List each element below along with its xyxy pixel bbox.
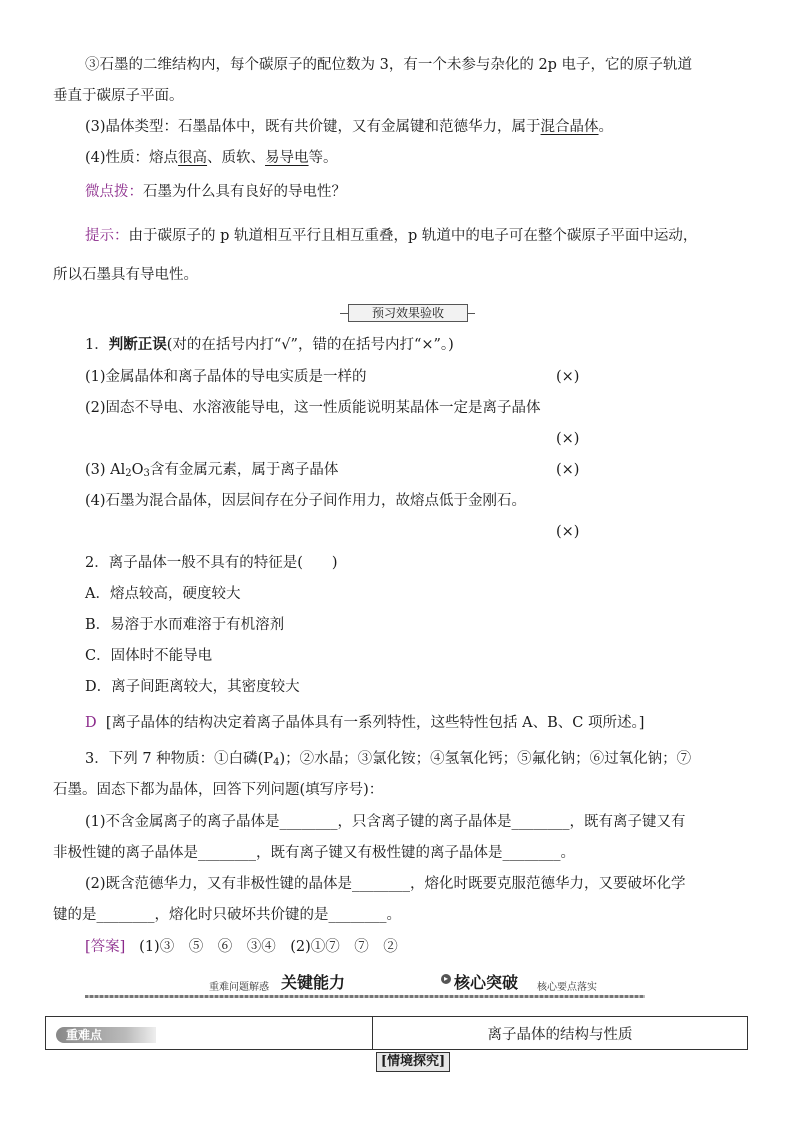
q3-line-1: 3．下列 7 种物质：①白磷$(P_4)$；②水晶；③氯化铵；④氢氧化钙；⑤氟化钠；⑥过氧化钠；⑦: [85, 751, 692, 768]
q2-option-c: C．固体时不能导电: [85, 648, 213, 664]
q3-answer-label: [答案]: [85, 939, 126, 955]
key-point-table: [45, 1016, 748, 1050]
intro-line-1: ③石墨的二维结构内，每个碳原子的配位数为 3，有一个未参与杂化的 2p 电子，它的原子轨道: [85, 57, 693, 73]
section-header-rule: [85, 995, 645, 998]
table-row: [46, 1017, 748, 1050]
q1-item-1: (1)金属晶体和离子晶体的导电实质是一样的: [85, 369, 367, 385]
section-box-title: 预习效果验收: [348, 304, 468, 322]
tip-label: 微点拨：: [85, 184, 143, 200]
scene-explore-label: [情境探究]: [376, 1052, 450, 1072]
q1-item-3: (3) $Al_2O_3$含有金属元素，属于离子晶体: [85, 462, 339, 479]
key-point-tag-cell: [46, 1017, 373, 1050]
q1-item-4-answer: (×): [556, 524, 580, 540]
section-header-small-right: 核心要点落实: [537, 982, 597, 993]
arrow-icon: ▸: [441, 974, 451, 984]
key-point-title: 离子晶体的结构与性质: [373, 1017, 748, 1050]
q2-option-d: D．离子间距离较大，其密度较大: [85, 679, 300, 695]
key-point-tag: 重难点: [56, 1027, 156, 1043]
box-rule-right: [467, 313, 475, 314]
q3-line-6: 键的是________，熔化时只破坏共价键的是________。: [53, 907, 401, 923]
q3-line-5: (2)既含范德华力，又有非极性键的晶体是________，熔化时既要克服范德华力，又要破坏化学: [85, 876, 686, 892]
q1-item-2-answer: (×): [556, 431, 580, 447]
intro-line-2: 垂直于碳原子平面。: [53, 88, 184, 104]
hint-label: 提示：: [85, 228, 129, 244]
intro-line-4: (4)性质：熔点很高、质软、易导电等。: [85, 150, 338, 166]
section-header-big-left: 关键能力: [281, 973, 346, 992]
section-header-small-left: 重难问题解惑: [209, 982, 269, 993]
q2-answer-letter: D: [85, 715, 97, 731]
q3-line-4: 非极性键的离子晶体是________，既有离子键又有极性键的离子晶体是________。: [53, 845, 575, 861]
q2-stem: 2．离子晶体一般不具有的特征是( ): [85, 555, 338, 571]
hint-line-2: 所以石墨具有导电性。: [53, 267, 198, 283]
q2-option-b: B．易溶于水而难溶于有机溶剂: [85, 617, 285, 633]
section-header: [85, 970, 645, 1000]
q3-answer: [答案] (1)③ ⑤ ⑥ ③④ (2)①⑦ ⑦ ②: [85, 939, 398, 955]
tip-line: 微点拨：石墨为什么具有良好的导电性？: [85, 184, 346, 200]
q1-item-4: (4)石墨为混合晶体，因层间存在分子间作用力，故熔点低于金刚石。: [85, 493, 527, 509]
q3-line-3: (1)不含金属离子的离子晶体是________，只含离子键的离子晶体是________，既有离子键又有: [85, 814, 686, 830]
hint-line-1: 提示：由于碳原子的 p 轨道相互平行且相互重叠，p 轨道中的电子可在整个碳原子平面中运动，: [85, 228, 698, 244]
q3-line-2: 石墨。固态下都为晶体，回答下列问题(填写序号)：: [53, 782, 384, 798]
section-header-big-right: 核心突破: [454, 973, 519, 992]
q1-item-3-answer: (×): [556, 462, 580, 478]
q2-option-a: A．熔点较高，硬度较大: [85, 586, 241, 602]
q1-item-2: (2)固态不导电、水溶液能导电，这一性质能说明某晶体一定是离子晶体: [85, 400, 541, 416]
q2-answer: D [离子晶体的结构决定着离子晶体具有一系列特性，这些特性包括 A、B、C 项所述。]: [85, 715, 645, 731]
q1-stem: 1．判断正误(对的在括号内打“√”，错的在括号内打“×”。): [85, 336, 454, 353]
q1-item-1-answer: (×): [556, 369, 580, 385]
box-rule-left: [340, 313, 348, 314]
intro-line-3: (3)晶体类型：石墨晶体中，既有共价键，又有金属键和范德华力，属于混合晶体。: [85, 119, 614, 135]
